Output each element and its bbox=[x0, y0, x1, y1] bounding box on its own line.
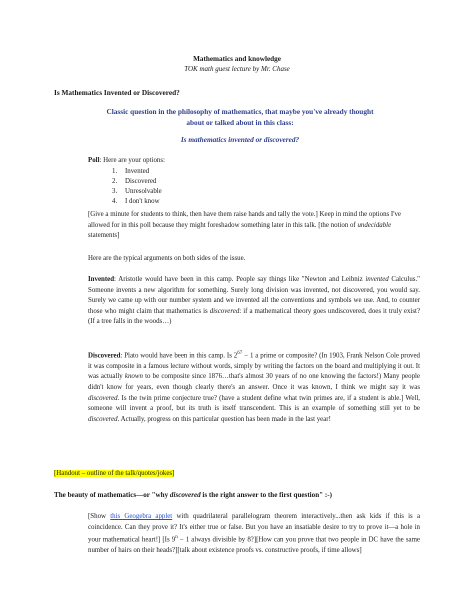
doc-title: Mathematics and knowledge bbox=[193, 55, 281, 63]
invented-paragraph: Invented: Aristotle would have been in this camp. People say things like "Newton and Leibniz invented Calculus." Someone invents a new algorithm for something. Surely long division was invented, not discovered, you would say. Surely we came up with our number system and we invented all the conventions and symbols we use. And, to counter those who might claim that mathematics is discovered: if a mathematical theory goes undiscovered, does it truly exist? (If a tree falls in the woods…) bbox=[88, 276, 421, 326]
list-item: 4. I don't know bbox=[112, 198, 160, 205]
classic-question-line1: Classic question in the philosophy of mathematics, that maybe you've already thought bbox=[106, 107, 374, 116]
give-minute-paragraph: [Give a minute for students to think, then have them raise hands and tally the vote.] Keep in mind the options I've allowed for in this poll because they might foreshadow something later in this talk. [the notion of undecidable statements] bbox=[88, 211, 401, 240]
discovered-paragraph: Discovered: Plato would have been in this camp. Is $2^{67} - 1$ a prime or composite? (In 1903, Frank Nelson Cole proved it was composite in a famous lecture without words, simply by writing the factors on the board and multiplying it out. It was actually known to be composite since 1876…that's almost 30 years of no one knowing the factors!) Many people didn't know for years, even though clearly there's an answer. Once it was known, I think we might say it was discovered. Is the twin prime conjecture true? (have a student define what twin primes are, if a student is able.] Well, someone will invent a proof, but its truth is itself transcendent. This is an example of something still yet to be discovered. Actually, progress on this particular question has been made in the last year! bbox=[88, 351, 420, 423]
poll-text: : Here are your options: bbox=[99, 157, 165, 164]
show-applet-paragraph: [Show this Geogebra applet with quadrilateral parallelogram theorem interactively...then ask kids if this is a coincidence. Can they prove it? It's either true or false. But you have an insatiable desire to try to prove it—a hole in your mathematical heart!] [Is $9^n - 1$ always divisible by 8?][How can you prove that two people in DC have the same number of hairs on their heads?][talk about existence proofs vs. constructive proofs, if time allows] bbox=[88, 513, 421, 555]
section-heading-beauty: The beauty of mathematics—or "why discovered is the right answer to the first question" :-) bbox=[54, 491, 332, 499]
section-heading-invented-discovered: Is Mathematics Invented or Discovered? bbox=[54, 88, 180, 97]
list-item: 1. Invented bbox=[112, 168, 150, 175]
handout-note: [Handout – outline of the talk/quotes/jokes] bbox=[54, 470, 175, 477]
main-question: Is mathematics invented or discovered? bbox=[180, 135, 300, 144]
classic-question-block bbox=[60, 106, 420, 145]
doc-subtitle: TOK math guest lecture by Mr. Chase bbox=[184, 65, 290, 73]
list-item: 2. Discovered bbox=[112, 178, 157, 185]
list-item: 3. Unresolvable bbox=[112, 188, 162, 195]
poll-label: Poll bbox=[88, 157, 100, 164]
poll-options-list bbox=[112, 167, 162, 207]
classic-question-line2: about or talked about in this class: bbox=[186, 118, 294, 127]
typical-arguments-text: Here are the typical arguments on both sides of the issue. bbox=[88, 255, 246, 262]
poll-line bbox=[88, 156, 165, 167]
geogebra-applet-link[interactable]: this Geogebra applet bbox=[110, 513, 173, 520]
